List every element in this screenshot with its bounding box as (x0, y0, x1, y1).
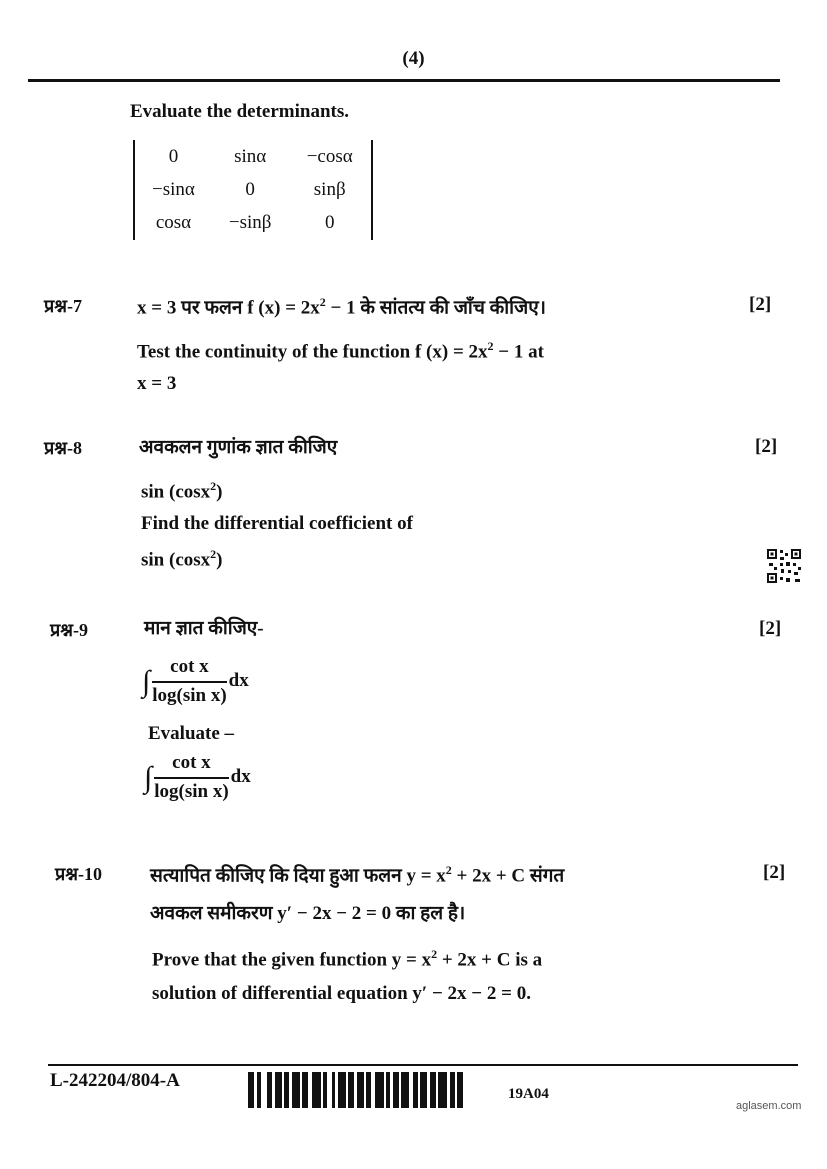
footer-rule (48, 1064, 798, 1066)
math-expression: y = x (406, 865, 446, 887)
det-cell: sinα (234, 145, 267, 167)
question-8-hindi: अवकलन गुणांक ज्ञात कीजिए (139, 437, 338, 458)
question-7-english (137, 340, 544, 361)
determinant-instruction: Evaluate the determinants. (130, 101, 350, 122)
exponent: 2 (210, 547, 217, 561)
text-segment: का हल है। (391, 903, 466, 924)
determinant-matrix (133, 140, 373, 240)
text-segment: − 1 के सांतत्य की जाँच कीजिए। (325, 297, 546, 319)
qr-code-icon (766, 548, 802, 584)
page-number: (4) (402, 48, 425, 69)
question-10-hindi-line2 (150, 904, 465, 923)
text-segment: ) (216, 549, 223, 571)
question-8-english: Find the differential coefficient of (141, 513, 413, 534)
barcode-icon (248, 1072, 476, 1108)
differential: dx (230, 766, 251, 788)
question-10-english (152, 948, 542, 969)
det-cell: sinβ (313, 178, 346, 200)
math-expression: y = x (391, 949, 432, 971)
fraction (152, 656, 226, 708)
integral-sign: ∫ (142, 664, 151, 698)
question-marks: [2] (763, 862, 786, 883)
text-segment: Test the continuity of the function (137, 341, 415, 363)
text-segment: सत्यापित कीजिए कि दिया हुआ फलन (150, 865, 407, 887)
question-9-english: Evaluate – (148, 723, 235, 744)
fraction-denominator: log(sin x) (154, 780, 229, 802)
math-expression: y′ − 2x − 2 = 0 (277, 903, 392, 924)
serial-number: 19A04 (508, 1086, 549, 1102)
det-cell: −cosα (306, 145, 353, 167)
question-marks: [2] (755, 436, 778, 457)
question-10-hindi (150, 864, 564, 885)
math-expression: f (x) = 2x (414, 341, 488, 363)
fraction-numerator: cot x (154, 752, 228, 779)
math-expression: y′ − 2x − 2 = 0 (412, 983, 527, 1004)
fraction-numerator: cot x (152, 656, 226, 683)
question-marks: [2] (749, 294, 772, 315)
det-cell: 0 (245, 178, 255, 200)
question-8-expression-english (141, 548, 222, 569)
fraction (154, 752, 228, 804)
text-segment: + 2x + C is a (437, 949, 543, 971)
text-segment: . (526, 983, 531, 1004)
differential: dx (228, 670, 249, 692)
text-segment: ) (216, 481, 223, 503)
exponent: 2 (487, 339, 494, 353)
det-cell: −sinβ (228, 211, 272, 233)
math-expression: sin (cosx (141, 481, 211, 503)
exponent: 2 (431, 947, 438, 961)
question-label: प्रश्न-7 (44, 296, 82, 316)
exponent: 2 (210, 479, 217, 493)
paper-code: L-242204/804-A (50, 1070, 180, 1091)
question-marks: [2] (759, 618, 782, 639)
text-segment: Prove that the given function (152, 949, 392, 971)
math-expression: f (x) = 2x (247, 297, 320, 319)
det-cell: 0 (324, 211, 335, 233)
integral-sign: ∫ (144, 760, 153, 794)
question-9-integral (142, 656, 249, 708)
text-segment: solution of differential equation (152, 983, 413, 1004)
text-segment: + 2x + C संगत (451, 865, 565, 887)
fraction-denominator: log(sin x) (152, 684, 227, 706)
exponent: 2 (319, 295, 326, 309)
question-8-expression (141, 480, 222, 501)
question-label: प्रश्न-9 (50, 620, 88, 640)
question-9-hindi: मान ज्ञात कीजिए- (144, 618, 264, 639)
text-segment: अवकल समीकरण (150, 903, 278, 924)
det-cell: −sinα (152, 178, 195, 200)
exponent: 2 (445, 863, 452, 877)
question-label: प्रश्न-8 (44, 438, 82, 458)
watermark: aglasem.com (736, 1100, 802, 1112)
header-rule (28, 79, 780, 82)
text-segment: − 1 at (493, 341, 544, 363)
question-7-english-line2: x = 3 (137, 373, 177, 394)
question-10-english-line2 (152, 984, 531, 1003)
question-7-hindi (137, 296, 546, 317)
math-expression: sin (cosx (141, 549, 211, 571)
text-segment: x = 3 पर फलन (137, 297, 248, 319)
det-cell: cosα (155, 211, 192, 233)
question-label: प्रश्न-10 (55, 864, 102, 884)
question-9-integral-english (144, 752, 251, 804)
det-cell: 0 (168, 145, 179, 167)
